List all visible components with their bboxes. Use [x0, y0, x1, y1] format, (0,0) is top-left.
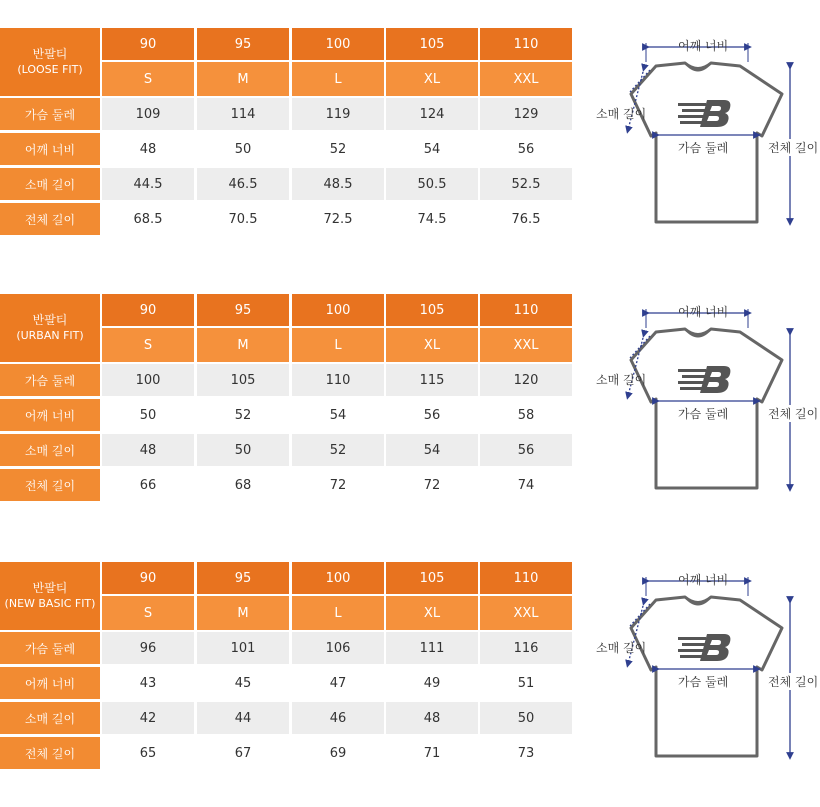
table-row — [0, 434, 572, 466]
total-length-label: 전체 길이 — [768, 141, 819, 155]
table-row — [0, 399, 572, 431]
table-cell: 69 — [292, 737, 384, 769]
table-cell: 51 — [480, 667, 572, 699]
table-cell: 44.5 — [102, 168, 194, 200]
table-cell: 109 — [102, 98, 194, 130]
table-fit-text: (URBAN FIT) — [16, 329, 84, 342]
chest-label: 가슴 둘레 — [678, 407, 729, 421]
table-row — [0, 168, 572, 200]
table-cell: 115 — [386, 364, 478, 396]
table-cell: 68 — [197, 469, 289, 501]
table-cell: 110 — [292, 364, 384, 396]
table-cell: 129 — [480, 98, 572, 130]
table-cell: 101 — [197, 632, 289, 664]
header-size-cell: M — [197, 596, 289, 630]
table-cell: 52 — [197, 399, 289, 431]
header-number-cell: 90 — [102, 28, 194, 60]
row-label: 전체 길이 — [0, 469, 100, 501]
row-label: 가슴 둘레 — [0, 364, 100, 396]
table-cell: 46.5 — [197, 168, 289, 200]
table-cell: 48 — [386, 702, 478, 734]
table-row — [0, 737, 572, 769]
header-row-numbers — [0, 562, 572, 594]
table-cell: 45 — [197, 667, 289, 699]
table-cell: 74.5 — [386, 203, 478, 235]
table-cell: 50 — [102, 399, 194, 431]
table-cell: 72 — [386, 469, 478, 501]
header-size-cell: M — [197, 62, 289, 96]
table-cell: 56 — [386, 399, 478, 431]
header-size-cell: XXL — [480, 596, 572, 630]
table-row — [0, 632, 572, 664]
header-size-cell: S — [102, 62, 194, 96]
table-cell: 67 — [197, 737, 289, 769]
table-cell: 105 — [197, 364, 289, 396]
header-number-cell: 100 — [292, 294, 384, 326]
header-number-cell: 100 — [292, 562, 384, 594]
table-fit-text: (NEW BASIC FIT) — [4, 597, 96, 610]
table-cell: 42 — [102, 702, 194, 734]
table-cell: 111 — [386, 632, 478, 664]
tshirt-diagram — [590, 294, 819, 534]
table-cell: 73 — [480, 737, 572, 769]
row-label: 전체 길이 — [0, 737, 100, 769]
table-cell: 68.5 — [102, 203, 194, 235]
table-cell: 52.5 — [480, 168, 572, 200]
header-number-cell: 110 — [480, 562, 572, 594]
table-cell: 50 — [197, 434, 289, 466]
row-label: 소매 길이 — [0, 702, 100, 734]
table-cell: 54 — [292, 399, 384, 431]
table-cell: 49 — [386, 667, 478, 699]
shoulder-width-label: 어깨 너비 — [678, 39, 729, 53]
header-number-cell: 105 — [386, 294, 478, 326]
size-table-block — [0, 562, 819, 807]
tshirt-diagram — [590, 562, 819, 802]
table-cell: 65 — [102, 737, 194, 769]
table-row — [0, 469, 572, 501]
table-cell: 44 — [197, 702, 289, 734]
table-cell: 76.5 — [480, 203, 572, 235]
table-cell: 114 — [197, 98, 289, 130]
table-cell: 47 — [292, 667, 384, 699]
table-cell: 54 — [386, 434, 478, 466]
table-row — [0, 364, 572, 396]
table-cell: 56 — [480, 434, 572, 466]
table-cell: 48 — [102, 434, 194, 466]
table-cell: 120 — [480, 364, 572, 396]
table-cell: 72 — [292, 469, 384, 501]
table-cell: 52 — [292, 434, 384, 466]
header-size-cell: L — [292, 62, 384, 96]
header-size-cell: S — [102, 328, 194, 362]
header-number-cell: 110 — [480, 28, 572, 60]
size-table-block — [0, 28, 819, 273]
header-number-cell: 100 — [292, 28, 384, 60]
table-title-text: 반팔티 — [32, 313, 68, 327]
header-number-cell: 95 — [197, 562, 289, 594]
table-cell: 48.5 — [292, 168, 384, 200]
header-number-cell: 95 — [197, 294, 289, 326]
row-label: 가슴 둘레 — [0, 632, 100, 664]
row-label: 어깨 너비 — [0, 399, 100, 431]
table-cell: 50 — [197, 133, 289, 165]
row-label: 소매 길이 — [0, 168, 100, 200]
table-cell: 100 — [102, 364, 194, 396]
header-row-numbers — [0, 28, 572, 60]
header-size-cell: XXL — [480, 328, 572, 362]
shoulder-width-label: 어깨 너비 — [678, 305, 729, 319]
table-cell: 116 — [480, 632, 572, 664]
table-row — [0, 203, 572, 235]
table-row — [0, 667, 572, 699]
header-size-cell: L — [292, 328, 384, 362]
table-cell: 50.5 — [386, 168, 478, 200]
header-number-cell: 105 — [386, 28, 478, 60]
table-fit-text: (LOOSE FIT) — [17, 63, 83, 76]
header-size-cell: XL — [386, 328, 478, 362]
tshirt-diagram — [590, 28, 819, 268]
table-cell: 106 — [292, 632, 384, 664]
row-label: 어깨 너비 — [0, 133, 100, 165]
header-row-numbers — [0, 294, 572, 326]
row-label: 가슴 둘레 — [0, 98, 100, 130]
header-number-cell: 105 — [386, 562, 478, 594]
header-size-cell: M — [197, 328, 289, 362]
table-cell: 46 — [292, 702, 384, 734]
row-label: 어깨 너비 — [0, 667, 100, 699]
table-title-text: 반팔티 — [32, 581, 68, 595]
sleeve-length-label: 소매 길이 — [596, 107, 647, 121]
table-cell: 43 — [102, 667, 194, 699]
size-table-block — [0, 294, 819, 539]
table-row — [0, 702, 572, 734]
header-size-cell: XL — [386, 596, 478, 630]
header-size-cell: L — [292, 596, 384, 630]
shoulder-width-label: 어깨 너비 — [678, 573, 729, 587]
total-length-label: 전체 길이 — [768, 675, 819, 689]
sleeve-length-label: 소매 길이 — [596, 373, 647, 387]
header-number-cell: 90 — [102, 562, 194, 594]
table-cell: 48 — [102, 133, 194, 165]
table-cell: 66 — [102, 469, 194, 501]
total-length-label: 전체 길이 — [768, 407, 819, 421]
header-number-cell: 90 — [102, 294, 194, 326]
table-cell: 96 — [102, 632, 194, 664]
table-title-text: 반팔티 — [32, 47, 68, 61]
table-cell: 58 — [480, 399, 572, 431]
table-cell: 52 — [292, 133, 384, 165]
header-number-cell: 95 — [197, 28, 289, 60]
table-cell: 50 — [480, 702, 572, 734]
table-cell: 124 — [386, 98, 478, 130]
header-size-cell: S — [102, 596, 194, 630]
table-cell: 72.5 — [292, 203, 384, 235]
header-row-sizes — [0, 62, 572, 96]
header-size-cell: XXL — [480, 62, 572, 96]
header-row-sizes — [0, 596, 572, 630]
sleeve-length-label: 소매 길이 — [596, 641, 647, 655]
header-size-cell: XL — [386, 62, 478, 96]
table-cell: 54 — [386, 133, 478, 165]
table-row — [0, 133, 572, 165]
row-label: 전체 길이 — [0, 203, 100, 235]
header-number-cell: 110 — [480, 294, 572, 326]
header-row-sizes — [0, 328, 572, 362]
table-cell: 74 — [480, 469, 572, 501]
table-cell: 119 — [292, 98, 384, 130]
table-row — [0, 98, 572, 130]
table-cell: 71 — [386, 737, 478, 769]
table-cell: 70.5 — [197, 203, 289, 235]
table-cell: 56 — [480, 133, 572, 165]
chest-label: 가슴 둘레 — [678, 675, 729, 689]
row-label: 소매 길이 — [0, 434, 100, 466]
chest-label: 가슴 둘레 — [678, 141, 729, 155]
